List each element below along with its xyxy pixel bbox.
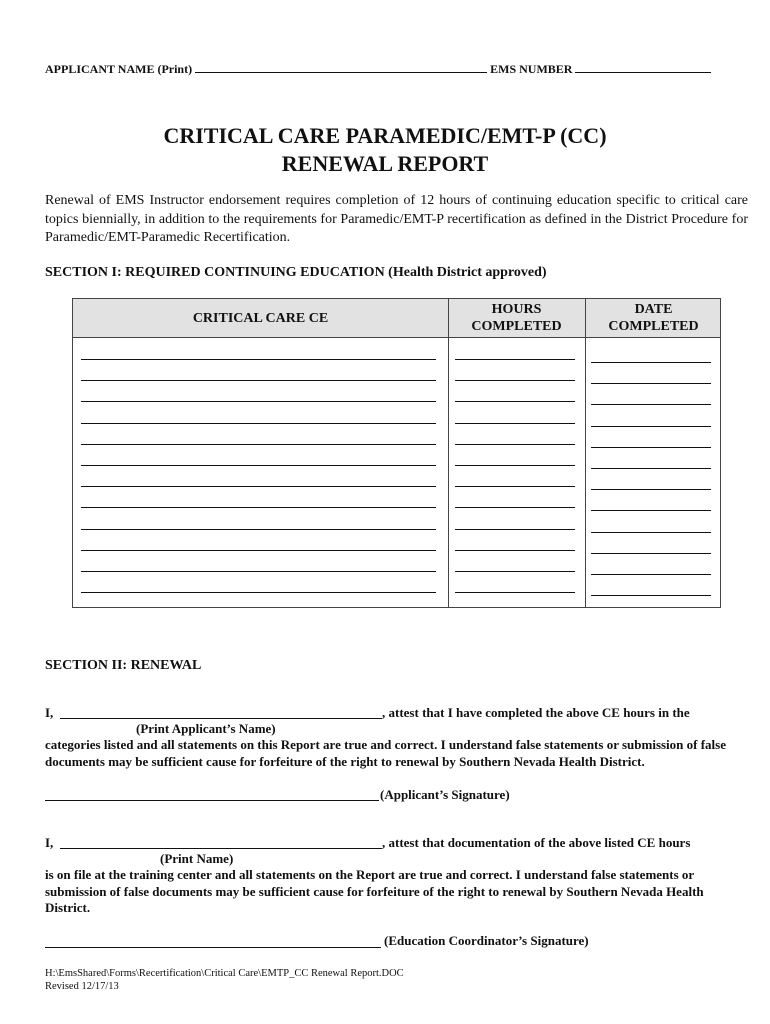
footer-file-path: H:\EmsShared\Forms\Recertification\Critical Care\EMTP_CC Renewal Report.DOC (45, 968, 404, 979)
coordinator-signature-label: (Education Coordinator’s Signature) (384, 933, 589, 948)
date-field[interactable] (591, 489, 711, 490)
section-2-heading: SECTION II: RENEWAL (45, 658, 202, 673)
column-date-completed: DATE COMPLETED (608, 302, 699, 334)
hours-field[interactable] (455, 550, 575, 551)
ce-table (72, 298, 721, 608)
ce-course-field[interactable] (81, 550, 436, 551)
hours-field[interactable] (455, 529, 575, 530)
column-divider (585, 299, 586, 607)
attest2-body: is on file at the training center and all statements on the Report are true and correct. I understand false statements or submission of false documents may be sufficient cause for forfeiture of the right to renewal by Southern Nevada Health District. (45, 867, 704, 915)
hours-field[interactable] (455, 380, 575, 381)
ems-number-field[interactable] (575, 62, 711, 73)
hours-field[interactable] (455, 359, 575, 360)
ce-course-field[interactable] (81, 444, 436, 445)
date-field[interactable] (591, 595, 711, 596)
column-critical-care-ce: CRITICAL CARE CE (192, 310, 329, 326)
date-field[interactable] (591, 362, 711, 363)
hours-field[interactable] (455, 401, 575, 402)
page-title (0, 122, 770, 178)
title-line-2: RENEWAL REPORT (281, 151, 489, 176)
applicant-signature-label: (Applicant’s Signature) (380, 787, 510, 802)
section-1-heading: SECTION I: REQUIRED CONTINUING EDUCATION (Health District approved) (45, 265, 547, 280)
attest2-suffix: , attest that documentation of the above listed CE hours (382, 835, 691, 850)
date-field[interactable] (591, 404, 711, 405)
ce-course-field[interactable] (81, 359, 436, 360)
hours-field[interactable] (455, 592, 575, 593)
column-hours-completed: HOURS COMPLETED (471, 302, 562, 334)
hours-field[interactable] (455, 507, 575, 508)
column-divider (448, 299, 449, 607)
ce-course-field[interactable] (81, 380, 436, 381)
date-field[interactable] (591, 426, 711, 427)
date-field[interactable] (591, 468, 711, 469)
date-field[interactable] (591, 510, 711, 511)
attest2-caption: (Print Name) (160, 851, 234, 866)
ce-course-field[interactable] (81, 486, 436, 487)
footer (45, 967, 404, 993)
print-name-field[interactable] (60, 848, 382, 849)
applicant-header (45, 62, 735, 77)
attest1-caption: (Print Applicant’s Name) (136, 721, 276, 736)
date-field[interactable] (591, 532, 711, 533)
ce-course-field[interactable] (81, 507, 436, 508)
ce-course-field[interactable] (81, 529, 436, 530)
attest2-prefix: I, (45, 835, 54, 850)
date-field[interactable] (591, 553, 711, 554)
applicant-print-name-field[interactable] (60, 718, 382, 719)
ems-number-label: EMS NUMBER (490, 62, 573, 76)
ce-course-field[interactable] (81, 423, 436, 424)
applicant-name-field[interactable] (195, 62, 487, 73)
attest1-prefix: I, (45, 705, 54, 720)
hours-field[interactable] (455, 465, 575, 466)
attest1-body: categories listed and all statements on this Report are true and correct. I understand false statements or submission of false documents may be sufficient cause for forfeiture of the right to renewal by Southern Nevada Health District. (45, 737, 727, 769)
date-field[interactable] (591, 447, 711, 448)
date-field[interactable] (591, 383, 711, 384)
hours-field[interactable] (455, 486, 575, 487)
hours-field[interactable] (455, 423, 575, 424)
ce-course-field[interactable] (81, 465, 436, 466)
coordinator-signature-field[interactable] (45, 947, 381, 948)
intro-paragraph: Renewal of EMS Instructor endorsement requires completion of 12 hours of continuing education specific to critical care topics biennially, in addition to the requirements for Paramedic/EMT-P recertification as defined in the District Procedure for Paramedic/EMT-Paramedic Recertification. (45, 193, 748, 245)
ce-course-field[interactable] (81, 592, 436, 593)
ce-course-field[interactable] (81, 401, 436, 402)
footer-revised-date: Revised 12/17/13 (45, 981, 119, 992)
hours-field[interactable] (455, 444, 575, 445)
applicant-signature-field[interactable] (45, 800, 379, 801)
title-line-1: CRITICAL CARE PARAMEDIC/EMT-P (CC) (163, 123, 607, 148)
ce-course-field[interactable] (81, 571, 436, 572)
attest1-suffix: , attest that I have completed the above CE hours in the (382, 705, 690, 720)
date-field[interactable] (591, 574, 711, 575)
hours-field[interactable] (455, 571, 575, 572)
ce-table-header (73, 299, 720, 338)
applicant-name-label: APPLICANT NAME (Print) (45, 62, 193, 76)
